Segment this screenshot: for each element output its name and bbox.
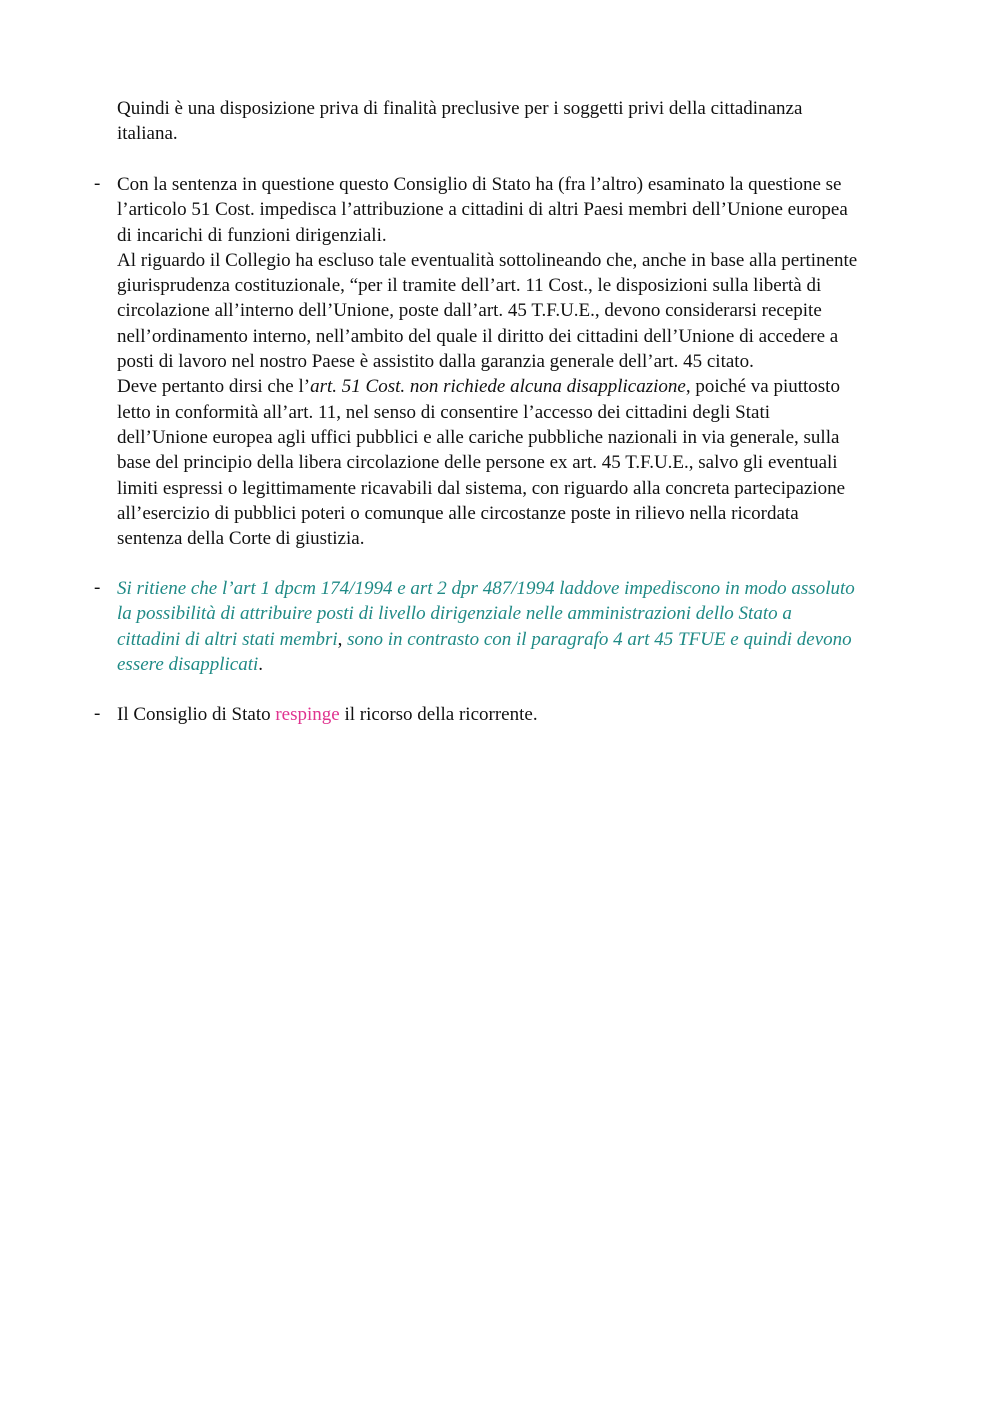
item2-line: Si ritiene che l’art 1 dpcm 174/1994 e art 2 dpr 487/1994 laddove impediscono in modo assoluto — [117, 578, 855, 599]
intro-line: italiana. — [117, 123, 178, 145]
item1-line: nell’ordinamento interno, nell’ambito del quale il diritto dei cittadini dell’Unione di accedere a — [117, 325, 839, 347]
item2-comma: , — [337, 628, 343, 650]
item1-line: posti di lavoro nel nostro Paese è assistito dalla garanzia generale dell’art. 45 citato. — [117, 351, 754, 373]
list-item-2 — [117, 576, 917, 677]
item1-line: l’articolo 51 Cost. impedisca l’attribuzione a cittadini di altri Paesi membri dell’Unione europea — [117, 199, 848, 221]
item2-line-mixed — [117, 652, 917, 677]
item1-line: di incarichi di funzioni dirigenziali. — [117, 224, 387, 246]
item3-text: il ricorso della ricorrente. — [339, 704, 538, 725]
intro-line: Quindi è una disposizione priva di finalità preclusive per i soggetti privi della cittadinanza — [117, 98, 803, 119]
item1-line: sentenza della Corte di giustizia. — [117, 528, 365, 550]
item2-line-mixed — [117, 627, 917, 652]
list-item-1 — [117, 172, 917, 551]
item1-line: dell’Unione europea agli uffici pubblici e alle cariche pubbliche nazionali in via generale, sulla — [117, 426, 840, 448]
item3-line — [117, 702, 917, 727]
item1-line: circolazione all’interno dell’Unione, poste dall’art. 45 T.F.U.E., devono considerarsi recepite — [117, 300, 822, 322]
item1-text: Deve pertanto dirsi che l’ — [117, 376, 311, 398]
item1-line: limiti espressi o legittimamente ricavabili dal sistema, con riguardo alla concreta partecipazione — [117, 477, 846, 499]
highlighted-word: respinge — [275, 704, 340, 725]
intro-paragraph — [117, 96, 917, 147]
item1-italic-text: art. 51 Cost. non richiede alcuna disapplicazione — [310, 376, 686, 398]
bullet-dash: - — [94, 173, 101, 194]
item1-line: Con la sentenza in questione questo Consiglio di Stato ha (fra l’altro) esaminato la questione se — [117, 174, 842, 195]
item1-line: all’esercizio di pubblici poteri o comunque alle circostanze poste in rilievo nella ricordata — [117, 502, 799, 524]
item3-text: Il Consiglio di Stato — [117, 704, 276, 725]
item1-line-mixed — [117, 374, 917, 399]
item1-text: , poiché va piuttosto — [685, 376, 840, 398]
item1-line: letto in conformità all’art. 11, nel senso di consentire l’accesso dei cittadini degli Stati — [117, 401, 771, 423]
list-item-3 — [117, 702, 917, 727]
bullet-dash: - — [94, 703, 101, 724]
item2-text: sono in contrasto con il paragrafo 4 art 45 TFUE e quindi devono — [342, 628, 852, 650]
item1-line: base del principio della libera circolazione delle persone ex art. 45 T.F.U.E., salvo gli eventuali — [117, 452, 838, 474]
item2-line: la possibilità di attribuire posti di livello dirigenziale nelle amministrazioni dello Stato a — [117, 603, 792, 625]
item1-line: giurisprudenza costituzionale, “per il tramite dell’art. 11 Cost., le disposizioni sulla libertà di — [117, 275, 822, 297]
item2-period: . — [258, 653, 263, 675]
item2-text: essere disapplicati — [117, 653, 259, 675]
bullet-dash: - — [94, 577, 101, 598]
item2-text: cittadini di altri stati membri — [117, 628, 338, 650]
item1-line: Al riguardo il Collegio ha escluso tale eventualità sottolineando che, anche in base alla pertinente — [117, 249, 858, 271]
